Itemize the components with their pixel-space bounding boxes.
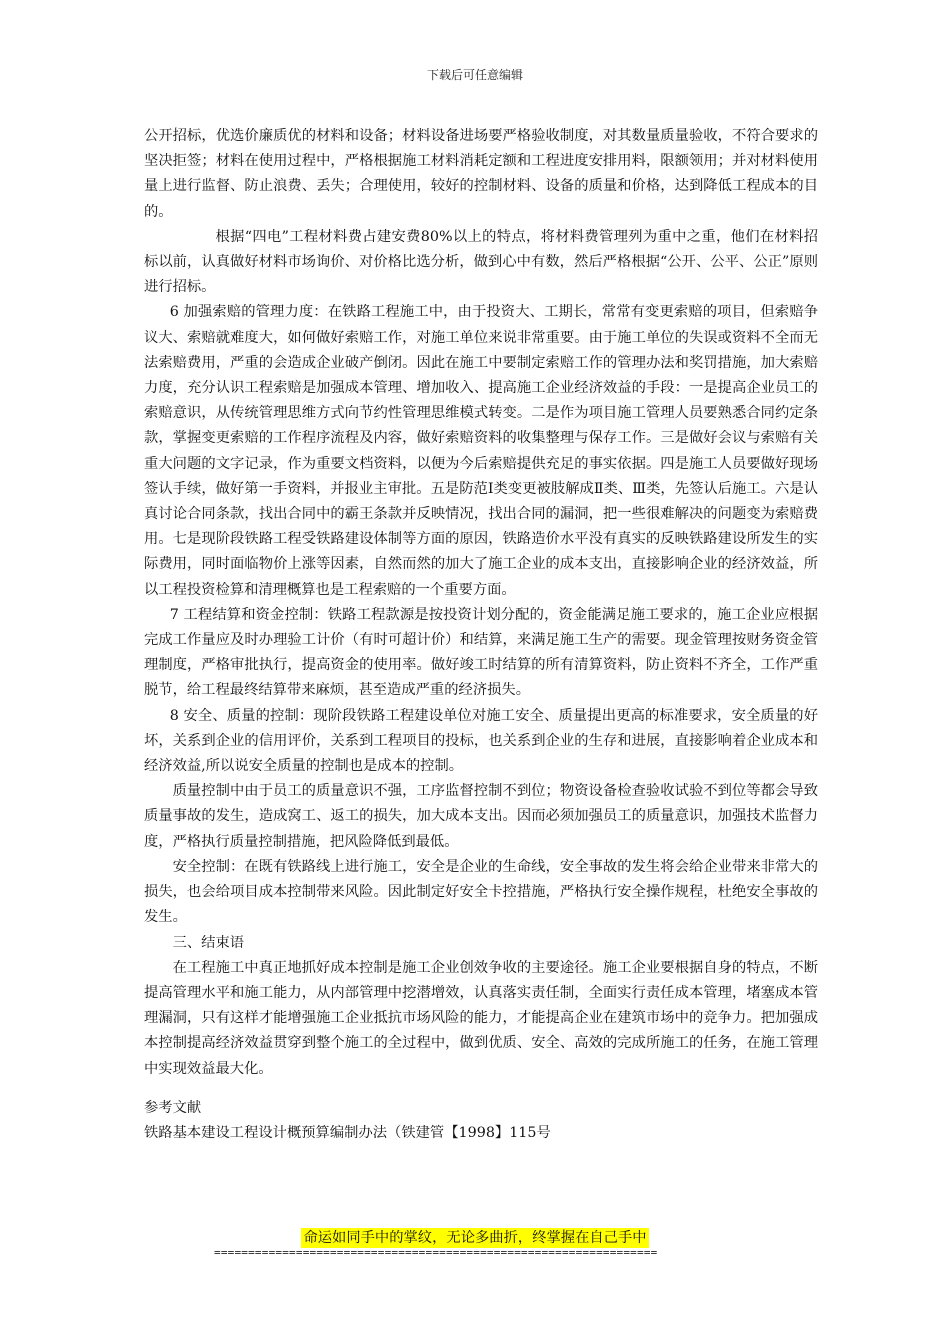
paragraph-safety-quality: 8 安全、质量的控制：现阶段铁路工程建设单位对施工安全、质量提出更高的标准要求，安全质量的好坏，关系到企业的信用评价，关系到工程项目的投标，也关系到企业的生存和进展，直接影响着企业成本和经济效益,所以说安全质量的控制也是成本的控制。 bbox=[144, 707, 818, 775]
paragraph-settlement: 7 工程结算和资金控制：铁路工程款源是按投资计划分配的，资金能满足施工要求的，施工企业应根据完成工作量应及时办理验工计价（有时可超计价）和结算，来满足施工生产的需要。现金管理按财务资金管理制度，严格审批执行，提高资金的使用率。做好竣工时结算的所有清算资料，防止资料不齐全，工作严重脱节，给工程最终结算带来麻烦，甚至造成严重的经济损失。 bbox=[144, 606, 818, 699]
paragraph-conclusion: 在工程施工中真正地抓好成本控制是施工企业创效争收的主要途径。施工企业要根据自身的特点，不断提高管理水平和施工能力，从内部管理中挖潜增效，认真落实责任制，全面实行责任成本管理，堵塞成本管理漏洞，只有这样才能增强施工企业抵抗市场风险的能力，才能提高企业在建筑市场中的竞争力。把加强成本控制提高经济效益贯穿到整个施工的全过程中，做到优质、安全、高效的完成所施工的任务，在施工管理中实现效益最大化。 bbox=[144, 959, 818, 1077]
paragraph-materials: 公开招标，优选价廉质优的材料和设备；材料设备进场要严格验收制度，对其数量质量验收，不符合要求的坚决拒签；材料在使用过程中，严格根据施工材料消耗定额和工程进度安排用料，限额领用；并对材料使用量上进行监督、防止浪费、丢失；合理使用，较好的控制材料、设备的质量和价格，达到降低工程成本的目的。 bbox=[144, 128, 818, 220]
paragraph-claims: 6 加强索赔的管理力度：在铁路工程施工中，由于投资大、工期长，常常有变更索赔的项目，但索赔争议大、索赔就难度大，如何做好索赔工作，对施工单位来说非常重要。由于施工单位的失误或资料不全而无法索赔费用，严重的会造成企业破产倒闭。因此在施工中要制定索赔工作的管理办法和奖罚措施，加大索赔力度，充分认识工程索赔是加强成本管理、增加收入、提高施工企业经济效益的手段：一是提高企业员工的索赔意识，从传统管理思维方式向节约性管理思维模式转变。二是作为项目施工管理人员要熟悉合同约定条款，掌握变更索赔的工作程序流程及内容，做好索赔资料的收集整理与保存工作。三是做好会议与索赔有关重大问题的文字记录，作为重要文档资料，以便为今后索赔提供充足的事实依据。四是施工人员要做好现场签认手续，做好第一手资料，并报业主审批。五是防范Ⅰ类变更被肢解成Ⅱ类、Ⅲ类，先签认后施工。六是认真讨论合同条款，找出合同中的霸王条款并反映情况，找出合同的漏洞，把一些很难解决的问题变为索赔费用。七是现阶段铁路工程受铁路建设体制等方面的原因，铁路造价水平没有真实的反映铁路建设所发生的实际费用，同时面临物价上涨等因素，自然而然的加大了施工企业的成本支出，直接影响企业的经济效益，所以工程投资检算和清理概算也是工程索赔的一个重要方面。 bbox=[144, 304, 818, 598]
paragraph-safety-control: 安全控制：在既有铁路线上进行施工，安全是企业的生命线，安全事故的发生将会给企业带来非常大的损失，也会给项目成本控制带来风险。因此制定好安全卡控措施，严格执行安全操作规程，杜绝安全事故的发生。 bbox=[144, 858, 818, 926]
footer-rule: ================================================================= bbox=[214, 1246, 658, 1259]
paragraph-four-electric: 根据“四电”工程材料费占建安费80%以上的特点，将材料费管理列为重中之重，他们在材料招标以前，认真做好材料市场询价、对价格比选分析，做到心中有数，然后严格根据“公开、公平、公正”原则进行招标。 bbox=[144, 228, 818, 296]
footer-banner: 命运如同手中的掌纹，无论多曲折，终掌握在自己手中 bbox=[303, 1230, 647, 1246]
page-header: 下载后可任意编辑 bbox=[426, 68, 523, 82]
section-heading-conclusion: 三、结束语 bbox=[172, 934, 245, 951]
references-heading: 参考文献 bbox=[144, 1099, 202, 1116]
reference-item: 铁路基本建设工程设计概预算编制办法（铁建管【1998】115号 bbox=[144, 1124, 551, 1141]
footer-banner-wrap bbox=[0, 1227, 950, 1248]
document-body bbox=[144, 124, 818, 1146]
paragraph-quality-control: 质量控制中由于员工的质量意识不强，工序监督控制不到位；物资设备检查验收试验不到位等都会导致质量事故的发生，造成窝工、返工的损失，加大成本支出。因而必须加强员工的质量意识，加强技术监督力度，严格执行质量控制措施，把风险降低到最低。 bbox=[144, 783, 818, 850]
